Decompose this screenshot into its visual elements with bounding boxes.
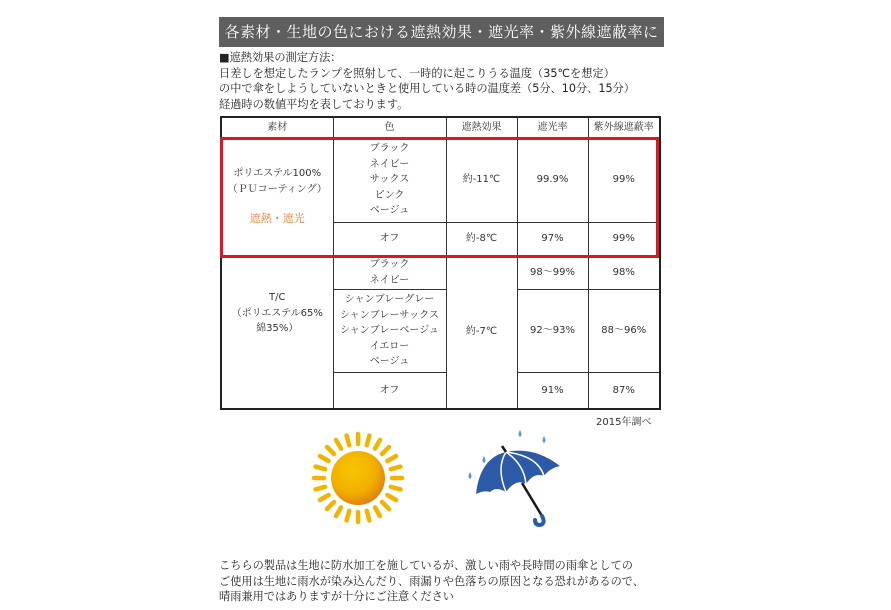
color-cell xyxy=(333,290,446,373)
measurement-method xyxy=(219,50,679,112)
header-uv: 紫外線遮蔽率 xyxy=(588,117,660,138)
shading-cell: 92〜93% xyxy=(517,290,588,373)
color-item: ネイビー xyxy=(369,158,410,170)
method-line: 日差しを想定したランプを照射して、一時的に起こりうる温度（35℃を想定） xyxy=(219,66,615,80)
heat-cell: 約-8℃ xyxy=(446,223,517,256)
uv-cell: 98% xyxy=(588,256,660,290)
header-shading: 遮光率 xyxy=(517,117,588,138)
table-row xyxy=(221,138,660,223)
uv-cell: 99% xyxy=(588,223,660,256)
heat-cell: 約-11℃ xyxy=(446,138,517,223)
note-line: 晴雨兼用ではありますが十分にご注意ください xyxy=(219,590,454,603)
shading-cell: 97% xyxy=(517,223,588,256)
shading-cell: 98〜99% xyxy=(517,256,588,290)
color-cell: オフ xyxy=(333,373,446,409)
sun-icon xyxy=(308,428,408,528)
color-item: ピンク xyxy=(374,189,405,201)
header-color: 色 xyxy=(333,117,446,138)
material-line: 綿35%） xyxy=(256,323,299,334)
method-line: の中で傘をしようしていないときと使用している時の温度差（5分、10分、15分） xyxy=(219,82,635,95)
color-item: シャンブレーグレー xyxy=(344,294,435,306)
table-header-row xyxy=(221,117,660,138)
uv-cell: 88〜96% xyxy=(588,290,660,373)
note-line: こちらの製品は生地に防水加工を施しているが、激しい雨や長時間の雨傘としての xyxy=(219,559,633,572)
color-item: ベージュ xyxy=(369,356,410,368)
header-material: 素材 xyxy=(221,117,333,138)
page-title: 各素材・生地の色における遮熱効果・遮光率・紫外線遮蔽率について xyxy=(219,17,664,47)
table-row xyxy=(221,256,660,290)
color-item: サックス xyxy=(369,174,410,186)
color-cell xyxy=(333,256,446,290)
uv-cell: 99% xyxy=(588,138,660,223)
shading-cell: 99.9% xyxy=(517,138,588,223)
color-item: ネイビー xyxy=(369,274,410,286)
shading-cell: 91% xyxy=(517,373,588,409)
uv-cell: 87% xyxy=(588,373,660,409)
method-line: 経過時の数値平均を表しております。 xyxy=(219,97,409,111)
survey-note: 2015年調べ xyxy=(596,417,652,428)
color-item: ブラック xyxy=(369,259,410,270)
header-heat: 遮熱効果 xyxy=(446,117,517,138)
color-cell: オフ xyxy=(333,223,446,256)
color-item: ベージュ xyxy=(369,205,410,217)
color-item: シャンブレーベージュ xyxy=(340,325,439,337)
color-cell xyxy=(333,138,446,223)
spec-table xyxy=(220,116,661,410)
color-item: イエロー xyxy=(369,340,410,352)
note-line: ご使用は生地に雨水が染み込んだり、雨漏りや色落ちの原因となる恐れがあるので、 xyxy=(219,574,644,588)
material-line: T/C xyxy=(269,292,286,303)
waterproof-note xyxy=(219,558,689,605)
material-cell xyxy=(221,138,333,256)
material-line: ポリエステル100% xyxy=(233,168,322,180)
heat-cell: 約-7℃ xyxy=(446,256,517,409)
material-cell xyxy=(221,256,333,409)
material-tag: 遮熱・遮光 xyxy=(249,212,305,226)
material-line: （ポリエステル65% xyxy=(231,307,323,319)
material-line: （ＰＵコーティング） xyxy=(227,183,327,195)
color-item: ブラック xyxy=(369,143,410,155)
color-item: シャンブレーサックス xyxy=(339,309,440,321)
umbrella-rain-icon xyxy=(462,428,562,528)
method-heading: ■遮熱効果の測定方法： xyxy=(219,51,342,64)
